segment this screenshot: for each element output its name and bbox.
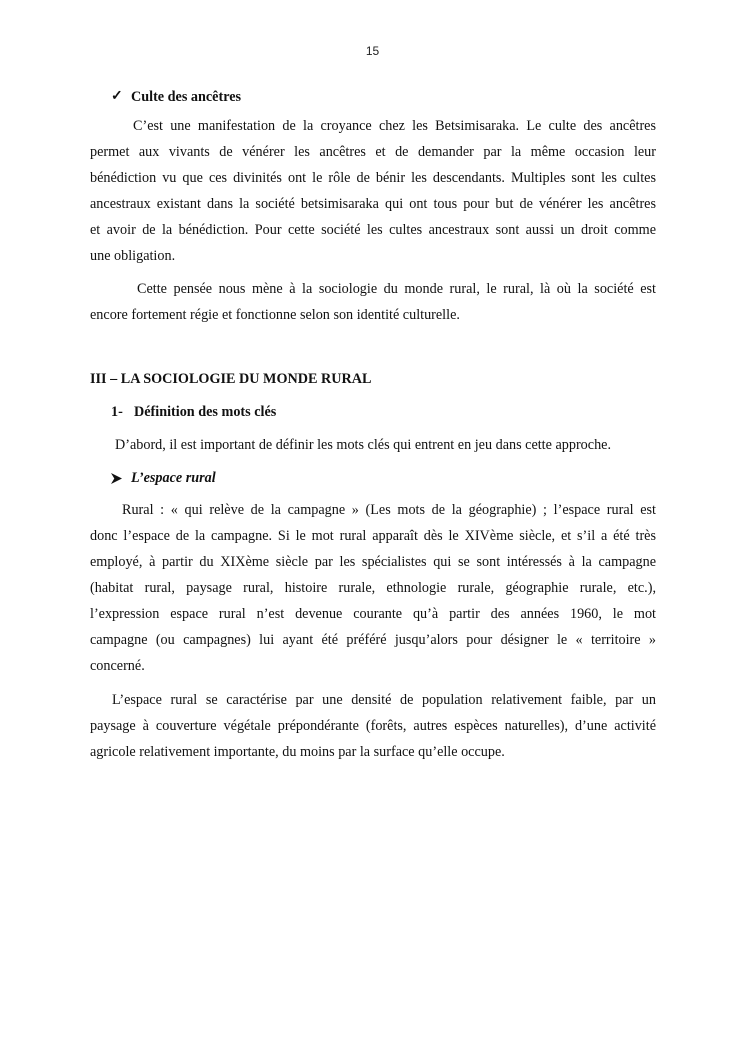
text-line: (habitat rural, paysage rural, histoire rurale, ethnologie rurale, géographie rurale, etc.), (90, 580, 656, 596)
text-line: une obligation. (90, 248, 176, 264)
section-heading-iii: III – LA SOCIOLOGIE DU MONDE RURAL (90, 371, 372, 387)
text-line: agricole relativement importante, du moins par la surface qu’elle occupe. (90, 744, 505, 760)
subheading-number: 1- (111, 404, 123, 420)
page-number: 15 (365, 44, 380, 58)
text-line: permet aux vivants de vénérer les ancêtres et de demander par la même occasion leur (90, 144, 656, 160)
paragraph-culte-1 (90, 113, 656, 269)
paragraph-rural-2 (90, 687, 656, 765)
text-line: L’espace rural se caractérise par une densité de population relativement faible, par un (112, 692, 656, 708)
text-line: campagne (ou campagnes) lui ayant été préféré jusqu’alors pour désigner le « territoire » (90, 632, 656, 648)
text-line: paysage à couverture végétale prépondérante (forêts, autres espèces naturelles), d’une activité (90, 718, 656, 734)
text-line: C’est une manifestation de la croyance chez les Betsimisaraka. Le culte des ancêtres (133, 118, 656, 134)
text-line: Cette pensée nous mène à la sociologie du monde rural, le rural, là où la société est (137, 281, 656, 297)
text-line: et avoir de la bénédiction. Pour cette société les cultes ancestraux sont aussi un droit comme (90, 222, 656, 238)
heading-text: L’espace rural (131, 470, 216, 486)
text-line: encore fortement régie et fonctionne selon son identité culturelle. (90, 307, 460, 323)
heading-espace-rural (111, 467, 656, 489)
text-line: Rural : « qui relève de la campagne » (Les mots de la géographie) ; l’espace rural est (122, 502, 656, 518)
subheading-definition (111, 401, 656, 423)
text-line: l’expression espace rural n’est devenue courante qu’à partir des années 1960, le mot (90, 606, 656, 622)
heading-culte-ancetres (111, 86, 656, 108)
check-icon: ✓ (111, 89, 123, 104)
text-line: employé, à partir du XIXème siècle par les spécialistes qui se sont intéressés à la campagne (90, 554, 656, 570)
paragraph-culte-2 (90, 276, 656, 328)
paragraph-rural-1 (90, 497, 656, 679)
arrow-right-icon (111, 467, 131, 489)
heading-text: Culte des ancêtres (131, 89, 242, 105)
text-line: ancestraux existant dans la société betsimisaraka qui ont tous pour but de vénérer les ancêtres (90, 196, 656, 212)
text-line: bénédiction vu que ces divinités ont le rôle de bénir les descendants. Multiples sont les cultes (90, 170, 656, 186)
document-body (90, 86, 656, 765)
intro-line: D’abord, il est important de définir les mots clés qui entrent en jeu dans cette approche. (115, 437, 612, 453)
text-line: donc l’espace de la campagne. Si le mot rural apparaît dès le XIVème siècle, et s’il a été très (90, 528, 656, 544)
text-line: concerné. (90, 658, 145, 674)
subheading-text: Définition des mots clés (134, 404, 277, 420)
